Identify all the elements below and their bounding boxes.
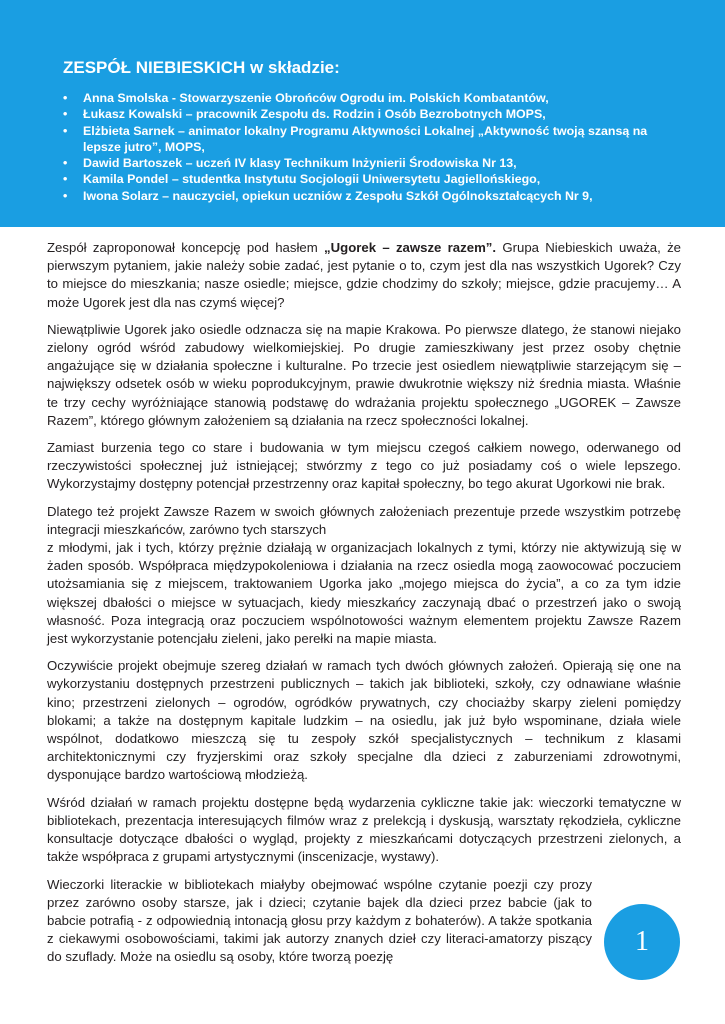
paragraph-line: z młodymi, jak i tych, którzy prężnie działają w organizacjach lokalnych z tymi, którzy nie aktywizują się w żaden sposób. Współpraca międzypokoleniowa i działania na rzecz osiedla mogą zaowocować poczuciem utożsamiania się z miejscem, traktowaniem Ugorka jako „mojego miejsca do życia”, a co za tym idzie większej dbałości o miejsce w sytuacjach, kiedy mieszkańcy zaczynają dbać o przestrzeń jako o swoją własność. Poza integracją oraz poczuciem wspólnotowości ważnym elementem projektu Zawsze Razem jest wykorzystanie potencjału zieleni, jako perełki na mapie miasta. (47, 540, 681, 647)
page-number-badge: 1 (604, 904, 680, 980)
paragraph: Zamiast burzenia tego co stare i budowania w tym miejscu czegoś całkiem nowego, oderwanego od rzeczywistości społecznej już istniejącej; stwórzmy z tego co już posiadamy coś o wiele lepszego. Wykorzystajmy dostępny potencjał przestrzenny oraz kapitał społeczny, bo tego akurat Ugorkowi nie brak. (47, 440, 681, 492)
team-member-list (63, 90, 683, 204)
paragraph: Wieczorki literackie w bibliotekach miałyby obejmować wspólne czytanie poezji czy prozy przez zarówno osoby starsze, jak i dzieci; czytanie bajek dla dzieci przez babcie (jak to babcie potrafią - z odpowiednią intonacją głosu przy każdym z bohaterów). A także spotkania z ciekawymi osobowościami, takimi jak autorzy znanych dzieł czy literaci-amatorzy piszący do szuflady. Może na osiedlu są osoby, które tworzą poezję (47, 876, 592, 965)
paragraph-line: Dlatego też projekt Zawsze Razem w swoich głównych założeniach prezentuje przede wszystkim potrzebę integracji mieszkańców, zarówno tych starszych (47, 503, 681, 537)
article-body (47, 239, 681, 976)
team-heading: ZESPÓŁ NIEBIESKICH w składzie: (63, 58, 340, 77)
list-item: • Iwona Solarz – nauczyciel, opiekun uczniów z Zespołu Szkół Ogólnokształcących Nr 9, (63, 188, 683, 204)
list-item: • Łukasz Kowalski – pracownik Zespołu ds. Rodzin i Osób Bezrobotnych MOPS, (63, 106, 683, 122)
paragraph: Wśród działań w ramach projektu dostępne będą wydarzenia cykliczne takie jak: wieczorki tematyczne w bibliotekach, prezentacja interesujących filmów wraz z prelekcją i dyskusją, warsztaty rękodzieła, cykliczne konsultacje dotyczące dbałości o wygląd, projekty z mieszkańcami dotyczących przestrzeni zielonych, a także współpraca z grupami artystycznymi (inscenizacje, wystawy). (47, 794, 681, 865)
paragraph-integration (47, 503, 681, 649)
list-item: • Dawid Bartoszek – uczeń IV klasy Technikum Inżynierii Środowiska Nr 13, (63, 155, 683, 171)
intro-text-continued: Grupa Niebieskich uważa, że pierwszym pytaniem, jakie należy sobie zadać, jest pytanie o to, czym jest dla nas wszystkich Ugorek? Czy to miejsce do mieszkania; nasze osiedle; miejsce, gdzie chodzimy do szkoły; miejsce, gdzie pracujemy… A może Ugorek jest dla nas czymś więcej? (47, 240, 681, 310)
paragraph: Niewątpliwie Ugorek jako osiedle odznacza się na mapie Krakowa. Po pierwsze dlatego, że stanowi niejako zielony ogród wśród zabudowy wielkomiejskiej. Po drugie zamieszkiwany jest przez osoby chętnie angażujące się w działania społeczne i kulturalne. Po trzecie jest osiedlem niewątpliwie starzejącym się – największy odsetek osób w wieku poprodukcyjnym, prawie dwukrotnie większy niż średnia miasta. Właśnie te trzy cechy wyróżniające stanowią podstawę do wdrażania projektu społecznego „UGOREK – Zawsze Razem”, którego głównym założeniem są działania na rzecz społeczności lokalnej. (47, 321, 681, 428)
header-banner (0, 0, 725, 227)
list-item: • Kamila Pondel – studentka Instytutu Socjologii Uniwersytetu Jagiellońskiego, (63, 171, 683, 187)
intro-text: Zespół zaproponował koncepcję pod hasłem (47, 240, 325, 255)
list-item: • Anna Smolska - Stowarzyszenie Obrońców Ogrodu im. Polskich Kombatantów, (63, 90, 683, 106)
project-slogan: „Ugorek – zawsze razem”. (324, 240, 497, 255)
list-item: • Elżbieta Sarnek – animator lokalny Programu Aktywności Lokalnej „Aktywność twoją szansą na lepsze jutro”, MOPS, (63, 123, 683, 156)
paragraph-intro (47, 239, 681, 312)
paragraph: Oczywiście projekt obejmuje szereg działań w ramach tych dwóch głównych założeń. Opierają się one na wykorzystaniu dostępnych przestrzeni publicznych – takich jak biblioteki, szkoły, czy odnawiane właśnie kino; przestrzeni zielonych – ogrodów, ogródków prywatnych, czy chociażby skarpy zieleni pomiędzy blokami; a także na dostępnym kapitale ludzkim – na osiedlu, jak już było wspominane, działa wiele wspólnot, dodatkowo mieszczą się tu zespoły szkół specjalistycznych – technikum z klasami architektonicznymi czy fryzjerskimi oraz szkoły specjalne dla dzieci z zaburzeniami zdrowotnymi, dysponujące bardzo wartościową młodzieżą. (47, 658, 681, 783)
